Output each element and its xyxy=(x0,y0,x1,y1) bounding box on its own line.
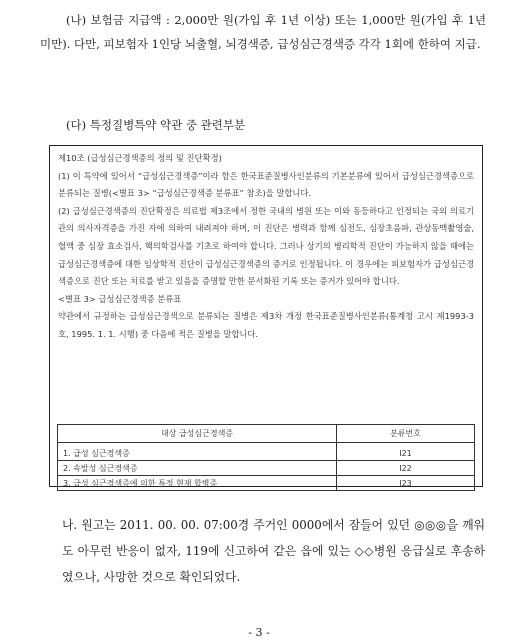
paragraph-special-rider-title: (다) 특정질병특약 약관 중 관련부분 xyxy=(66,118,246,132)
header-code: 분류번호 xyxy=(337,425,475,443)
table-row xyxy=(58,443,475,461)
article-title: 제10조 (급성심근경색증의 정의 및 진단확정) xyxy=(58,153,222,163)
disease-name: 1. 급성 심근경색증 xyxy=(58,443,337,461)
terms-excerpt-box xyxy=(49,145,483,487)
clause-2: (2) 급성심근경색증의 진단확정은 의료법 제3조에서 정한 국내의 병원 또는 이와 동등하다고 인정되는 국외 의료기관의 의사자격증을 가진 자에 의하여 내려져야 하며, 이 진단은 병력과 함께 심전도, 심장초음파, 관상동맥촬영술, 혈액 중 심장 효소검사, 핵의학검사를 기초로 하여야 합니다. 그러나 상기의 병리학적 진단이 가능하지 않을 때에는 급성심근경색증에 대한 임상학적 진단이 급성심근경색증의 증거로 인정됩니다. 이 경우에는 피보험자가 급성심근경색증으로 진단 또는 치료를 받고 있음을 증명할 만한 문서화된 기록 또는 증거가 있어야 합니다. xyxy=(58,205,474,287)
paragraph-insurance-amount: (나) 보험금 지급액 : 2,000만 원(가입 후 1년 이상) 또는 1,000만 원(가입 후 1년 미만). 다만, 피보험자 1인당 뇌출혈, 뇌경색증, 급성심근경색증 각각 1회에 한하여 지급. xyxy=(40,13,486,51)
paragraph-incident: 나. 원고는 2011. 00. 00. 07:00경 주거인 0000에서 잠들어 있던 ◎◎◎을 깨워도 아무런 반응이 없자, 119에 신고하여 같은 읍에 있는 ◇◇병원 응급실로 후송하였으나, 사망한 것으로 확인되었다. xyxy=(62,518,485,584)
page-number: - 3 - xyxy=(248,626,270,639)
appendix-title: <별표 3> 급성심근경색증 분류표 xyxy=(58,293,182,304)
disease-name: 3. 급성 심근경색증에 의한 특정 현재 합병증 xyxy=(58,476,337,491)
terms-excerpt-content xyxy=(58,150,474,344)
disease-code: I21 xyxy=(337,443,475,461)
table-row xyxy=(58,476,475,491)
appendix-description: 약관에서 규정하는 급성심근경색으로 분류되는 질병은 제3차 개정 한국표준질병사인분류(통계청 고시 제1993-3호, 1995. 1. 1. 시행) 중 다음에 적은 질병을 말합니다. xyxy=(58,311,474,339)
disease-code: I23 xyxy=(337,476,475,491)
table-header-row xyxy=(58,425,475,443)
disease-code: I22 xyxy=(337,461,475,476)
clause-1: (1) 이 특약에 있어서 “급성심근경색증”이라 함은 한국표준질병사인분류의 기본분류에 있어서 급성심근경색증으로 분류되는 질병(<별표 3> “급성심근경색증 분류표” 참조)을 말합니다. xyxy=(58,170,474,199)
classification-table xyxy=(57,424,475,491)
table-row xyxy=(58,461,475,476)
header-disease: 대상 급성심근경색증 xyxy=(58,425,337,443)
disease-name: 2. 속발성 심근경색증 xyxy=(58,461,337,476)
